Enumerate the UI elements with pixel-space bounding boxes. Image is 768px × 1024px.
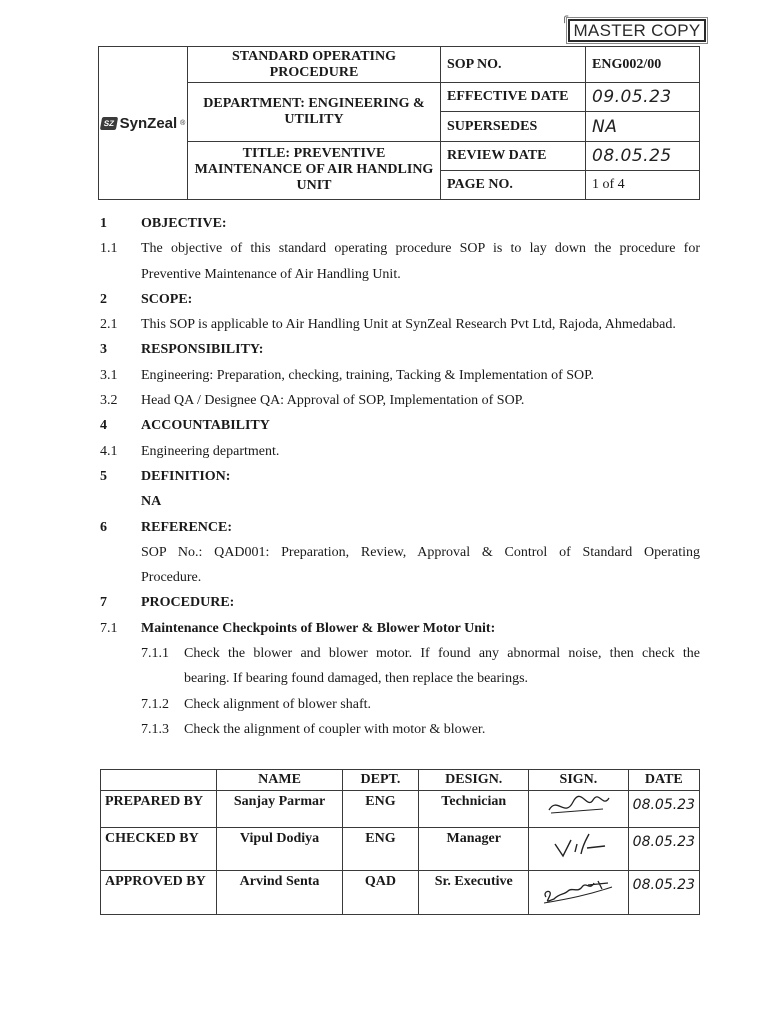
item-7-1-1 bbox=[100, 641, 700, 666]
row-dept: ENG bbox=[342, 827, 419, 871]
signoff-row-prepared bbox=[101, 791, 700, 828]
item-4-1 bbox=[100, 439, 700, 464]
row-name: Sanjay Parmar bbox=[217, 791, 342, 828]
item-2-1 bbox=[100, 312, 700, 337]
item-3-2 bbox=[100, 388, 700, 413]
signature-checked bbox=[529, 827, 628, 871]
section-accountability bbox=[100, 413, 700, 438]
item-number: 7.1 bbox=[100, 620, 118, 636]
section-heading: PROCEDURE: bbox=[141, 595, 235, 611]
item-number: 7.1.1 bbox=[141, 646, 169, 662]
item-text: This SOP is applicable to Air Handling Unit at SynZeal Research Pvt Ltd, Rajoda, Ahmedabad. bbox=[141, 317, 676, 333]
item-text: Preventive Maintenance of Air Handling Unit. bbox=[141, 266, 401, 282]
section-heading: ACCOUNTABILITY bbox=[141, 418, 270, 434]
review-date-value: 08.05.25 bbox=[586, 141, 700, 170]
reference-text bbox=[100, 540, 700, 565]
row-label: APPROVED BY bbox=[101, 871, 217, 915]
item-text: SOP No.: QAD001: Preparation, Review, Approval & Control of Standard Operating bbox=[141, 544, 700, 560]
item-1-1-cont bbox=[100, 262, 700, 287]
sop-heading: STANDARD OPERATING PROCEDURE bbox=[188, 47, 441, 83]
row-dept: ENG bbox=[342, 791, 419, 828]
row-date: 08.05.23 bbox=[628, 791, 699, 828]
section-scope bbox=[100, 287, 700, 312]
item-number: 3.2 bbox=[100, 393, 118, 409]
item-number: 3.1 bbox=[100, 367, 118, 383]
item-1-1 bbox=[100, 236, 700, 261]
section-number: 7 bbox=[100, 595, 107, 611]
stamp-tick-mark: ╭ bbox=[561, 9, 569, 23]
row-date: 08.05.23 bbox=[628, 871, 699, 915]
supersedes-label: SUPERSEDES bbox=[441, 112, 586, 141]
header-name: NAME bbox=[217, 770, 342, 791]
synzeal-logo bbox=[101, 115, 186, 132]
section-heading: DEFINITION: bbox=[141, 468, 231, 484]
section-procedure bbox=[100, 590, 700, 615]
section-definition bbox=[100, 464, 700, 489]
effective-date-label: EFFECTIVE DATE bbox=[441, 83, 586, 112]
header-blank bbox=[101, 770, 217, 791]
section-heading: RESPONSIBILITY: bbox=[141, 342, 264, 358]
signature-prepared bbox=[529, 791, 628, 828]
section-heading: SCOPE: bbox=[141, 291, 193, 307]
header-date: DATE bbox=[628, 770, 699, 791]
section-number: 2 bbox=[100, 291, 107, 307]
handwritten-signature-icon bbox=[543, 792, 613, 820]
item-number: 7.1.2 bbox=[141, 696, 169, 712]
section-reference bbox=[100, 515, 700, 540]
header-design: DESIGN. bbox=[419, 770, 529, 791]
item-text: Check the alignment of coupler with motor & blower. bbox=[184, 721, 486, 737]
sop-no-label: SOP NO. bbox=[441, 47, 586, 83]
supersedes-value: NA bbox=[586, 112, 700, 141]
row-design: Manager bbox=[419, 827, 529, 871]
row-dept: QAD bbox=[342, 871, 419, 915]
item-text: Check alignment of blower shaft. bbox=[184, 696, 372, 712]
item-text: Head QA / Designee QA: Approval of SOP, Implementation of SOP. bbox=[141, 393, 525, 409]
row-design: Sr. Executive bbox=[419, 871, 529, 915]
review-date-label: REVIEW DATE bbox=[441, 141, 586, 170]
subsection-heading: Maintenance Checkpoints of Blower & Blower Motor Unit: bbox=[141, 620, 496, 636]
row-date: 08.05.23 bbox=[628, 827, 699, 871]
signoff-row-checked bbox=[101, 827, 700, 871]
sop-body bbox=[100, 211, 700, 742]
page-no-label: PAGE NO. bbox=[441, 170, 586, 199]
signoff-row-approved bbox=[101, 871, 700, 915]
logo-cell bbox=[99, 47, 188, 200]
item-text: The objective of this standard operating procedure SOP is to lay down the procedure for bbox=[141, 241, 700, 257]
item-text: Engineering: Preparation, checking, training, Tacking & Implementation of SOP. bbox=[141, 367, 594, 383]
header-dept: DEPT. bbox=[342, 770, 419, 791]
handwritten-signature-icon bbox=[543, 830, 613, 864]
section-number: 1 bbox=[100, 216, 107, 231]
department-cell: DEPARTMENT: ENGINEERING & UTILITY bbox=[188, 83, 441, 141]
item-7-1-1-cont bbox=[100, 666, 700, 691]
master-copy-stamp: MASTER COPY bbox=[568, 19, 706, 42]
item-text: Procedure. bbox=[141, 570, 202, 586]
signature-approved bbox=[529, 871, 628, 915]
row-label: CHECKED BY bbox=[101, 827, 217, 871]
row-name: Vipul Dodiya bbox=[217, 827, 342, 871]
item-text: bearing. If bearing found damaged, then replace the bearings. bbox=[184, 671, 529, 687]
item-number: 1.1 bbox=[100, 241, 118, 257]
logo-registered: ® bbox=[180, 119, 186, 127]
section-responsibility bbox=[100, 337, 700, 362]
item-number: 7.1.3 bbox=[141, 721, 169, 737]
item-7-1-2 bbox=[100, 692, 700, 717]
section-objective bbox=[100, 211, 700, 236]
row-name: Arvind Senta bbox=[217, 871, 342, 915]
sop-header-table bbox=[98, 46, 700, 200]
item-number: 4.1 bbox=[100, 443, 118, 459]
section-number: 3 bbox=[100, 342, 107, 358]
signoff-header-row bbox=[101, 770, 700, 791]
item-7-1-3 bbox=[100, 717, 700, 742]
section-heading: REFERENCE: bbox=[141, 519, 233, 535]
logo-text: SynZeal bbox=[119, 114, 178, 132]
header-sign: SIGN. bbox=[529, 770, 628, 791]
sop-no-value: ENG002/00 bbox=[586, 47, 700, 83]
section-heading: OBJECTIVE: bbox=[141, 216, 227, 231]
effective-date-value: 09.05.23 bbox=[586, 83, 700, 112]
item-text: NA bbox=[141, 494, 162, 510]
item-text: Engineering department. bbox=[141, 443, 280, 459]
section-number: 4 bbox=[100, 418, 107, 434]
title-cell: TITLE: PREVENTIVE MAINTENANCE OF AIR HANDLING UNIT bbox=[188, 141, 441, 199]
section-number: 5 bbox=[100, 468, 107, 484]
item-number: 2.1 bbox=[100, 317, 118, 333]
section-number: 6 bbox=[100, 519, 107, 535]
row-design: Technician bbox=[419, 791, 529, 828]
reference-text-cont bbox=[100, 565, 700, 590]
row-label: PREPARED BY bbox=[101, 791, 217, 828]
page-no-value: 1 of 4 bbox=[586, 170, 700, 199]
signoff-table bbox=[100, 769, 700, 915]
item-7-1 bbox=[100, 616, 700, 641]
handwritten-signature-icon bbox=[538, 873, 618, 907]
logo-mark-icon: SZ bbox=[99, 117, 117, 130]
definition-text bbox=[100, 489, 700, 514]
item-3-1 bbox=[100, 363, 700, 388]
item-text: Check the blower and blower motor. If found any abnormal noise, then check the bbox=[184, 646, 700, 662]
